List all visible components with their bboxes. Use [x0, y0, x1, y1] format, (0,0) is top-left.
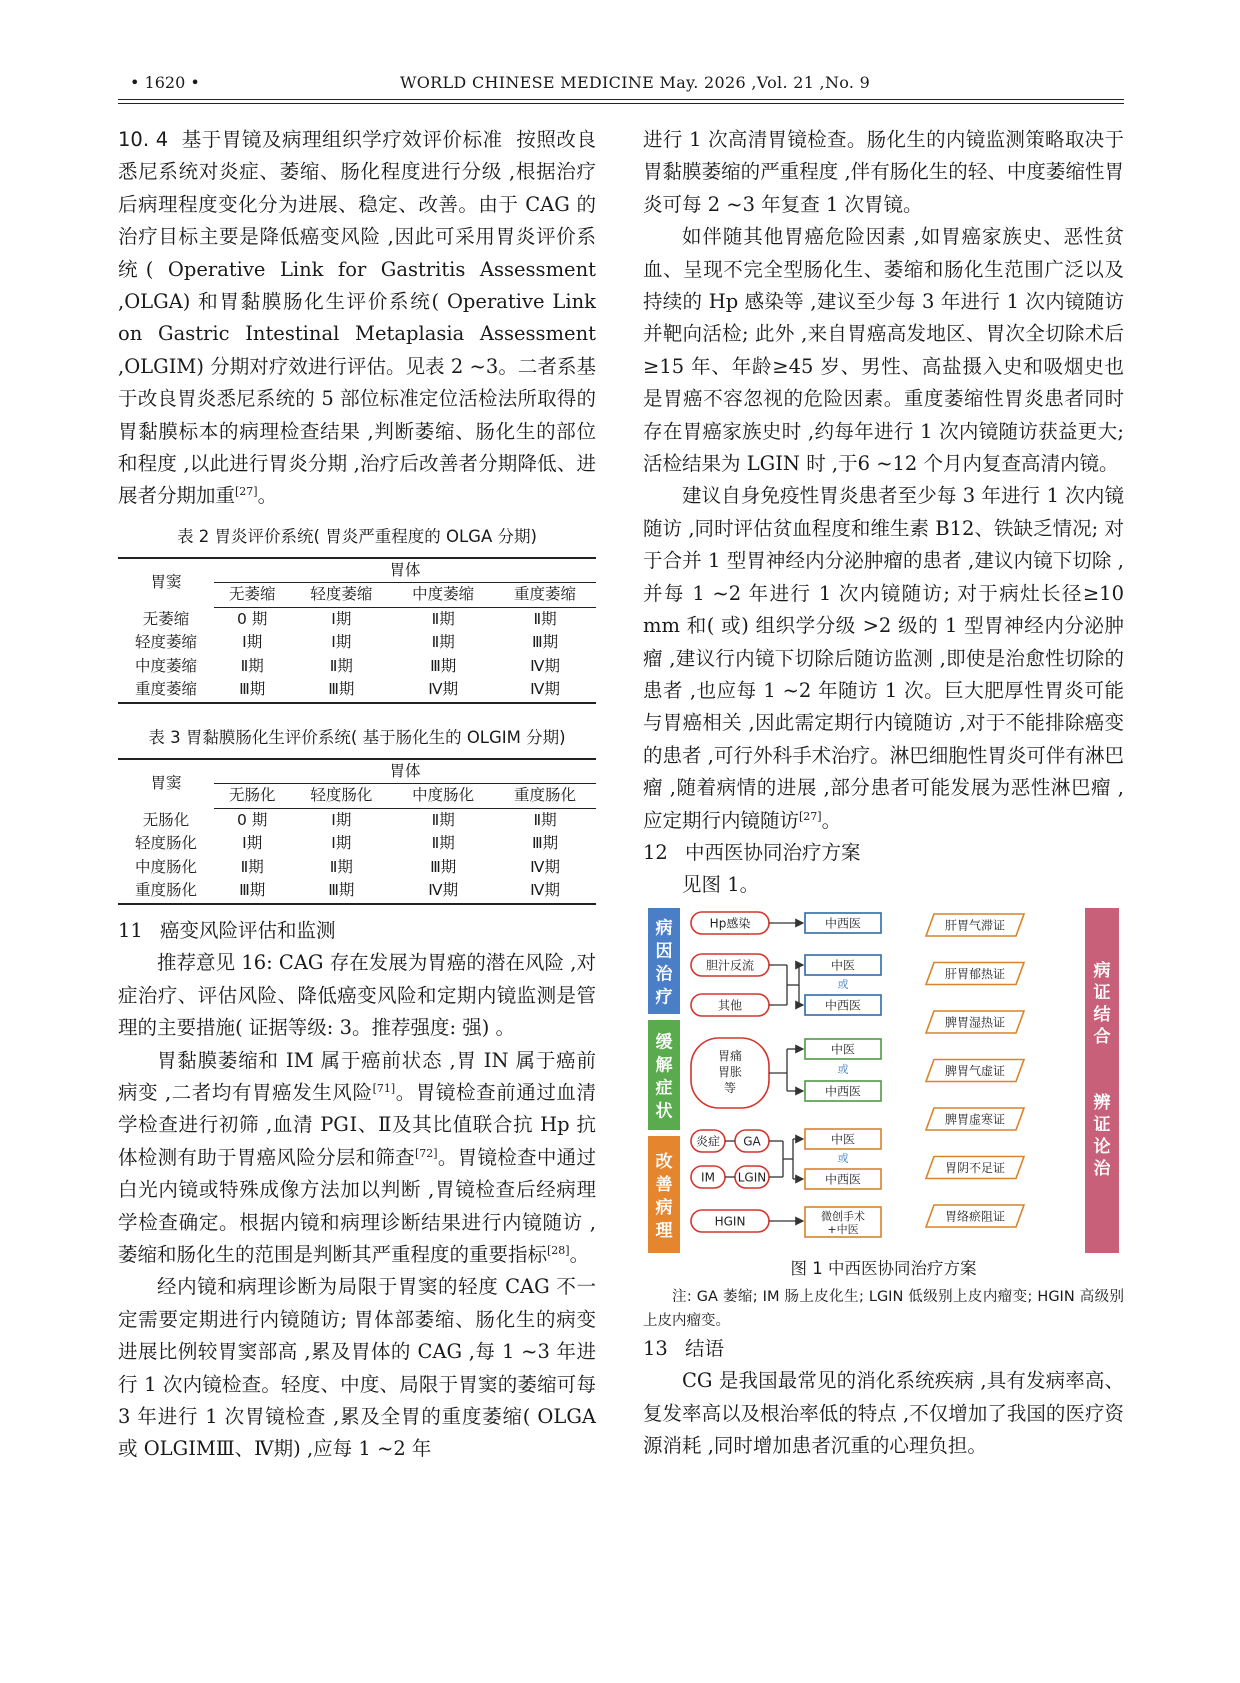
section-title: 基于胃镜及病理组织学疗效评价标准	[181, 128, 503, 151]
syndrome-text: 胃阴不足证	[944, 1160, 1006, 1175]
table-row: 无肠化 0 期 Ⅰ期 Ⅱ期 Ⅱ期	[142, 810, 557, 829]
category-label: 理	[655, 1220, 673, 1241]
citation: [28]	[547, 1243, 570, 1257]
table-row: 中度萎缩 Ⅱ期 Ⅱ期 Ⅲ期 Ⅳ期	[134, 656, 560, 675]
table-3-caption: 表 3 胃黏膜肠化生评价系统( 基于肠化生的 OLGIM 分期)	[148, 727, 566, 747]
section-11-heading: 11 癌变风险评估和监测	[118, 918, 336, 942]
node-lgin-text: LGIN	[737, 1170, 767, 1185]
box-integrated-text: 中西医	[824, 1084, 862, 1099]
table-row: 轻度肠化 Ⅰ期 Ⅰ期 Ⅱ期 Ⅲ期	[134, 834, 559, 853]
node-hgin-text: HGIN	[714, 1214, 746, 1229]
syndrome-text: 脾胃气虚证	[944, 1063, 1006, 1078]
table-col-header: 无萎缩	[214, 583, 290, 608]
box-tcm-text: 中医	[830, 1132, 856, 1147]
category-label: 解	[655, 1055, 673, 1076]
table-2-olga	[118, 557, 596, 704]
node-symptoms-text: 胃痛	[717, 1048, 743, 1063]
section-12-heading: 12 中西医协同治疗方案	[643, 840, 861, 864]
paragraph: 建议自身免疫性胃炎患者至少每 3 年进行 1 次内镜随访 ,同时评估贫血程度和维生素 B12、铁缺乏情况; 对于合并 1 型胃神经内分泌肿瘤的患者 ,建议内镜下切除 ,并每 1 ~2 年进行 1 次内镜随访; 对于病灶长径≥10 mm 和( 或) 组织学分级 >2 级的 1 型胃神经内分泌肿瘤 ,建议行内镜下切除后随访监测 ,即使是治愈性切除的患者 ,也应每 1 ~2 年随访 1 次。巨大肥厚性胃炎可能与胃癌相关 ,因此需定期行内镜随访 ,对于不能排除癌变的患者 ,可行外科手术治疗。淋巴细胞性胃炎可伴有淋巴瘤 ,随着病情的进展 ,部分患者可能发展为恶性淋巴瘤 ,应定期行内镜随访[27]。	[643, 484, 1124, 832]
table-rowhead: 胃窦	[118, 759, 214, 809]
syndrome-text: 肝胃气滞证	[944, 918, 1006, 933]
citation: [71]	[372, 1081, 396, 1095]
citation: [72]	[414, 1146, 438, 1160]
category-label: 治	[655, 964, 673, 985]
node-symptoms-text: 等	[723, 1080, 737, 1095]
table-row: 轻度萎缩 Ⅰ期 Ⅰ期 Ⅱ期 Ⅲ期	[134, 633, 559, 652]
table-row: 无萎缩 0 期 Ⅰ期 Ⅱ期 Ⅱ期	[142, 609, 557, 628]
section-13-heading: 13 结语	[643, 1336, 725, 1360]
figure-note: 注: GA 萎缩; IM 肠上皮化生; LGIN 低级别上皮内瘤变; HGIN 高级别上皮内瘤变。	[643, 1288, 1124, 1329]
or-label: 或	[837, 977, 849, 991]
journal-info: WORLD CHINESE MEDICINE May. 2026 ,Vol. 21 ,No. 9	[400, 73, 871, 92]
right-label-text: 证	[1093, 1114, 1111, 1135]
or-label: 或	[837, 1151, 849, 1165]
table-colgroup: 胃体	[214, 759, 596, 784]
figure-1-caption: 图 1 中西医协同治疗方案	[790, 1258, 977, 1278]
syndrome-text: 胃络瘀阻证	[944, 1209, 1006, 1224]
table-col-header: 无肠化	[214, 784, 290, 809]
right-label-text: 结	[1093, 1004, 1111, 1025]
box-tcm-text: 中医	[830, 958, 856, 973]
table-rowhead: 胃窦	[118, 558, 214, 608]
table-col-header: 重度萎缩	[494, 583, 596, 608]
page-header	[118, 70, 1124, 100]
category-label: 改	[655, 1151, 673, 1172]
left-column	[118, 124, 596, 1466]
table-col-header: 重度肠化	[494, 784, 596, 809]
box-surgery-text: +中医	[827, 1222, 859, 1236]
category-label: 因	[655, 941, 673, 962]
section-10-4: 10. 4 基于胃镜及病理组织学疗效评价标准 按照改良悉尼系统对炎症、萎缩、肠化程度进行分级 ,根据治疗后病理程度变化分为进展、稳定、改善。由于 CAG 的治疗目标主要是降低癌变风险 ,因此可采用胃炎评价系统( Operative Link for Gastritis Assessment ,OLGA) 和胃黏膜肠化生评价系统( Operative Link on Gastric Intestinal Metaplasia Assessment ,OLGIM) 分期对疗效进行评估。见表 2 ~3。二者系基于改良胃炎悉尼系统的 5 部位标准定位活检法所取得的胃黏膜标本的病理检查结果 ,判断萎缩、肠化生的部位和程度 ,以此进行胃炎分期 ,治疗后改善者分期降低、进展者分期加重[27]。	[118, 128, 596, 508]
right-label-text: 辨	[1093, 1092, 1111, 1113]
table-colgroup: 胃体	[214, 558, 596, 583]
table-3-olgim	[118, 758, 596, 905]
right-label-bar	[1085, 908, 1119, 1253]
paragraph: 如伴随其他胃癌危险因素 ,如胃癌家族史、恶性贫血、呈现不完全型肠化生、萎缩和肠化生范围广泛以及持续的 Hp 感染等 ,建议至少每 3 年进行 1 次内镜随访并靶向活检; 此外 ,来自胃癌高发地区、胃次全切除术后≥15 年、年龄≥45 岁、男性、高盐摄入史和吸烟史也是胃癌不容忽视的危险因素。重度萎缩性胃炎患者同时存在胃癌家族史时 ,约每年进行 1 次内镜随访获益更大; 活检结果为 LGIN 时 ,于6 ~12 个月内复查高清内镜。	[643, 225, 1124, 476]
category-label: 善	[655, 1174, 673, 1195]
category-label: 病	[655, 918, 673, 939]
right-label-text: 合	[1093, 1026, 1111, 1047]
recommendation-16: 推荐意见 16: CAG 存在发展为胃癌的潜在风险 ,对症治疗、评估风险、降低癌变风险和定期内镜监测是管理的主要措施( 证据等级: 3。推荐强度: 强) 。	[118, 951, 596, 1040]
section-number: 10. 4	[118, 128, 169, 151]
node-ga-text: GA	[743, 1134, 761, 1149]
section-body: 按照改良悉尼系统对炎症、萎缩、肠化程度进行分级 ,根据治疗后病理程度变化分为进展、稳定、改善。由于 CAG 的治疗目标主要是降低癌变风险 ,因此可采用胃炎评价系统( Operative Link for Gastritis Assessment ,OLGA) 和胃黏膜肠化生评价系统( Operative Link on Gastric Intestinal Metaplasia Assessment ,OLGIM) 分期对疗效进行评估。见表 2 ~3。二者系基于改良胃炎悉尼系统的 5 部位标准定位活检法所取得的胃黏膜标本的病理检查结果 ,判断萎缩、肠化生的部位和程度 ,以此进行胃炎分期 ,治疗后改善者分期降低、进展者分期加重	[118, 128, 596, 508]
header-rule	[118, 99, 1124, 100]
figure-1-treatment-flowchart	[643, 908, 1124, 1253]
table-col-header: 中度肠化	[392, 784, 494, 809]
node-hp-text: Hp感染	[709, 916, 751, 931]
category-label: 疗	[655, 987, 673, 1008]
right-label-text: 治	[1093, 1158, 1111, 1179]
paragraph: 胃黏膜萎缩和 IM 属于癌前状态 ,胃 IN 属于癌前病变 ,二者均有胃癌发生风险[71]。胃镜检查前通过血清学检查进行初筛 ,血清 PGⅠ、Ⅱ及其比值联合抗 Hp 抗体检测有助于胃癌风险分层和筛查[72]。胃镜检查中通过白光内镜或特殊成像方法加以判断 ,胃镜检查后经病理学检查确定。根据内镜和病理诊断结果进行内镜随访 ,萎缩和肠化生的范围是判断其严重程度的重要指标[28]。	[118, 1048, 596, 1266]
page-number: • 1620 •	[130, 73, 200, 92]
table-row: 中度肠化 Ⅱ期 Ⅱ期 Ⅲ期 Ⅳ期	[134, 857, 560, 876]
node-im-text: IM	[701, 1170, 715, 1185]
table-col-header: 轻度萎缩	[290, 583, 392, 608]
node-inflammation-text: 炎症	[695, 1134, 721, 1149]
category-label: 状	[655, 1101, 673, 1122]
table-col-header: 中度萎缩	[392, 583, 494, 608]
right-column	[643, 124, 1124, 1462]
box-integrated-text: 中西医	[824, 998, 862, 1013]
right-label-text: 论	[1093, 1136, 1111, 1157]
right-label-text: 病	[1093, 960, 1111, 981]
paragraph: 经内镜和病理诊断为局限于胃窦的轻度 CAG 不一定需要定期进行内镜随访; 胃体部萎缩、肠化生的病变进展比例较胃窦部高 ,累及胃体的 CAG ,每 1 ~3 年进行 1 次内镜检查。轻度、中度、局限于胃窦的萎缩可每 3 年进行 1 次胃镜检查 ,累及全胃的重度萎缩( OLGA 或 OLGIMⅢ、Ⅳ期) ,应每 1 ~2 年	[118, 1275, 596, 1461]
paragraph: 进行 1 次高清胃镜检查。肠化生的内镜监测策略取决于胃黏膜萎缩的严重程度 ,伴有肠化生的轻、中度萎缩性胃炎可每 2 ~3 年复查 1 次胃镜。	[643, 128, 1124, 216]
header-rule-thin	[118, 103, 1124, 104]
node-bile-text: 胆汁反流	[705, 958, 755, 973]
table-row: 重度萎缩 Ⅲ期 Ⅲ期 Ⅳ期 Ⅳ期	[118, 678, 596, 703]
box-tcm-text: 中医	[830, 1042, 856, 1057]
citation: [27]	[235, 485, 258, 499]
category-label: 病	[655, 1197, 673, 1218]
box-integrated-text: 中西医	[824, 1172, 862, 1187]
node-symptoms-text: 胃胀	[717, 1064, 743, 1079]
syndrome-text: 肝胃郁热证	[944, 966, 1006, 981]
syndrome-text: 脾胃虚寒证	[944, 1112, 1006, 1127]
category-label: 症	[655, 1078, 673, 1099]
table-row: 重度肠化 Ⅲ期 Ⅲ期 Ⅳ期 Ⅳ期	[118, 879, 596, 904]
table-col-header: 轻度肠化	[290, 784, 392, 809]
syndrome-text: 脾胃湿热证	[944, 1015, 1006, 1030]
paragraph: CG 是我国最常见的消化系统疾病 ,具有发病率高、复发率高以及根治率低的特点 ,不仅增加了我国的医疗资源消耗 ,同时增加患者沉重的心理负担。	[643, 1369, 1124, 1457]
or-label: 或	[837, 1062, 849, 1076]
box-integrated-text: 中西医	[824, 916, 862, 931]
citation: [27]	[799, 809, 822, 823]
table-2-caption: 表 2 胃炎评价系统( 胃炎严重程度的 OLGA 分期)	[177, 526, 537, 546]
flowchart-svg	[643, 908, 1124, 1253]
box-surgery-text: 微创手术	[821, 1209, 865, 1223]
node-other-text: 其他	[717, 998, 743, 1013]
category-label: 缓	[655, 1032, 673, 1053]
right-label-text: 证	[1093, 982, 1111, 1003]
paragraph: 见图 1。	[682, 873, 760, 897]
